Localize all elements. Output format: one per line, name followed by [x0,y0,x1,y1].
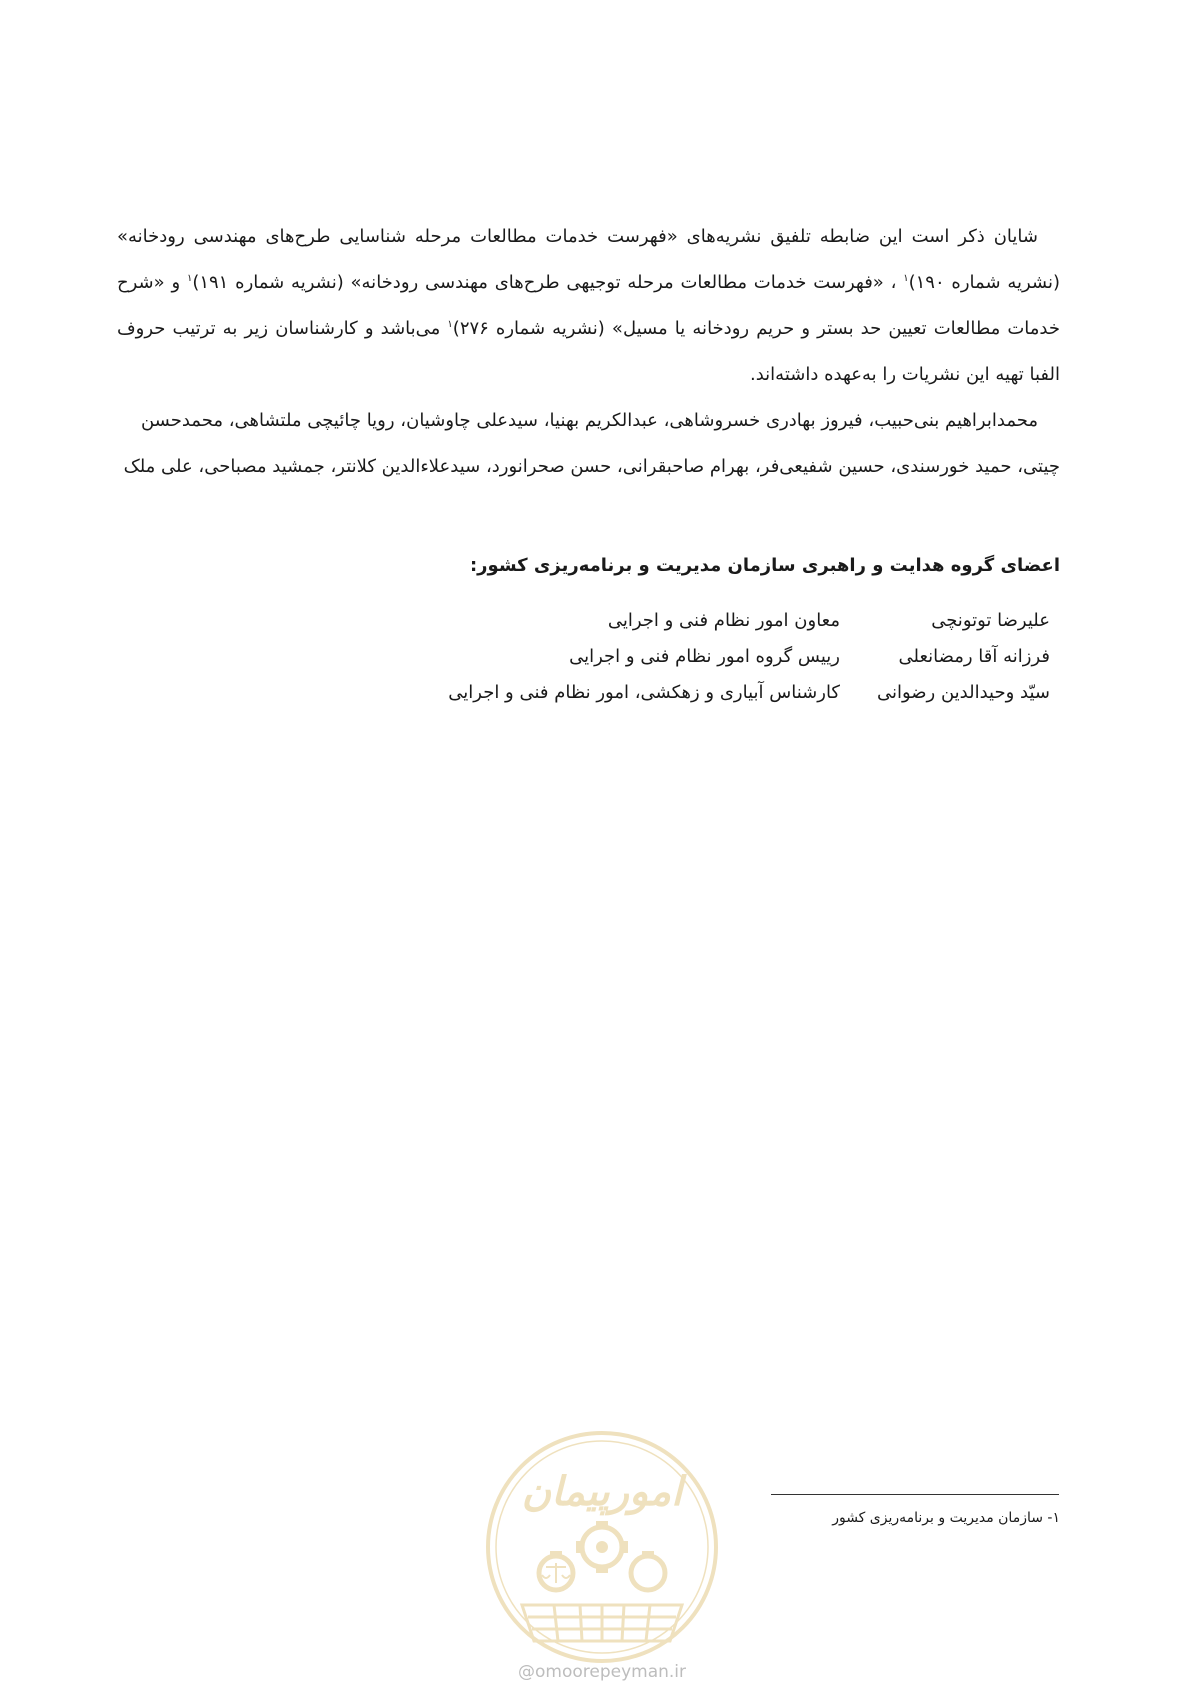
footnote-reference: ۱ [447,319,453,330]
member-role: معاون امور نظام فنی و اجرایی [607,609,840,631]
intro-text-4: می‌باشد و کارشناسان زیر به ترتیب حروف الفبا تهیه این نشریات را به‌عهده داشته‌اند. [117,318,1060,385]
watermark-logo-text: امورپیمان [521,1468,683,1515]
member-name: فرزانه آقا رمضانعلی [898,645,1050,667]
authors-paragraph: محمدابراهیم بنی‌حبیب، فیروز بهادری خسروشاهی، عبدالکریم بهنیا، سیدعلی چاوشیان، رویا چائیچی ملتشاهی، محمدحسن چیتی، حمید خورسندی، حسین شفیعی‌فر، بهرام صاحبقرانی، حسن صحرانورد، سیدعلاءالدین کلانتر، جمشید مصباحی، علی ملک [123,410,1060,477]
intro-text-2: ، «فهرست خدمات مطالعات مرحله توجیهی طرح‌های مهندسی رودخانه» (نشریه شماره ۱۹۱) [192,272,904,293]
footnote-text: ۱- سازمان مدیریت و برنامه‌ریزی کشور [832,1510,1060,1526]
member-role: کارشناس آبیاری و زهکشی، امور نظام فنی و اجرایی [448,681,840,703]
body-text [117,214,1060,490]
footnote-reference: ۱ [903,273,909,284]
intro-text-3: و «شرح خدمات مطالعات تعیین حد بستر و حریم رودخانه یا مسیل» (نشریه شماره ۲۷۶) [117,272,1060,339]
watermark-logo [482,1427,722,1667]
committee-heading: اعضای گروه هدایت و راهبری سازمان مدیریت و برنامه‌ریزی کشور: [469,555,1060,576]
intro-text-1: شایان ذکر است این ضابطه تلفیق نشریه‌های «فهرست خدمات مطالعات مرحله شناسایی طرح‌های مهندسی رودخانه» (نشریه شماره ۱۹۰) [117,226,1061,293]
member-role: رییس گروه امور نظام فنی و اجرایی [569,645,840,667]
footnote-divider [771,1494,1059,1495]
committee-row [448,638,1050,674]
committee-table [448,602,1050,710]
member-name: علیرضا توتونچی [931,609,1050,631]
committee-row [448,674,1050,710]
committee-row [448,602,1050,638]
footnote-reference: ۱ [186,273,193,284]
intro-paragraph [117,214,1060,398]
member-name: سیّد وحیدالدین رضوانی [876,681,1050,703]
watermark-url: @omoorepeyman.ir [517,1662,687,1682]
